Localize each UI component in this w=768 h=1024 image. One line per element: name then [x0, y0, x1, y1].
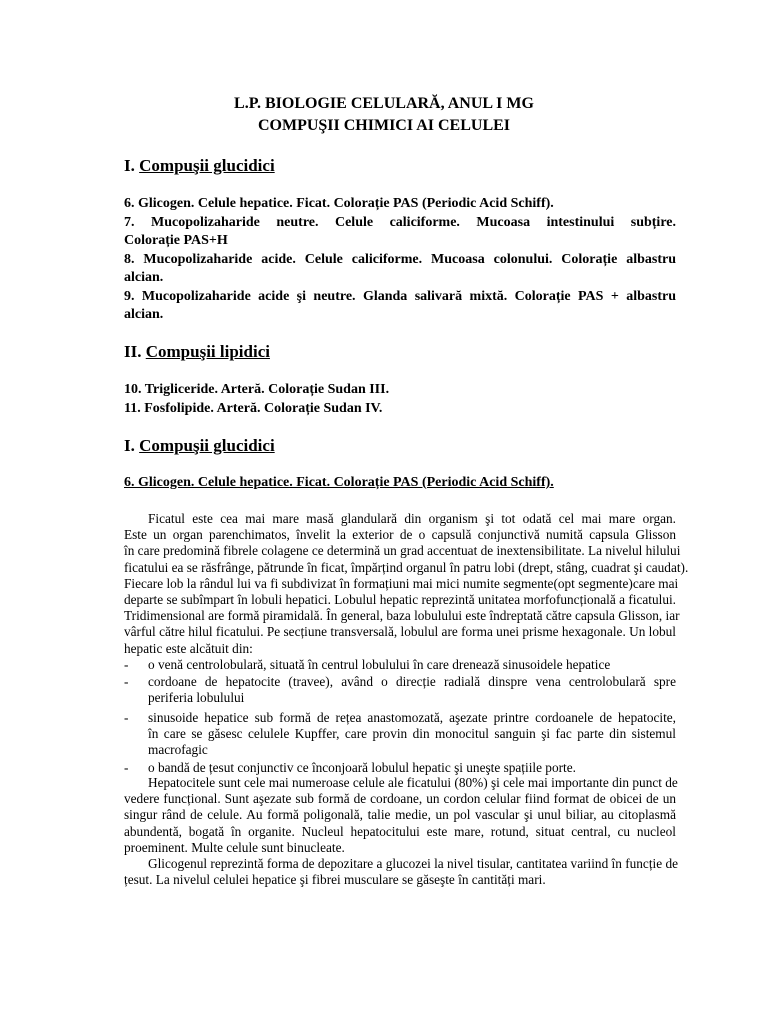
section-title: Compuşii lipidici [145, 342, 270, 361]
paragraph-ficat [124, 511, 689, 657]
bullet-item [148, 760, 676, 776]
bullet-line: o bandă de țesut conjunctiv ce înconjoară lobulul hepatic şi uneşte spațiile porte. [148, 760, 576, 775]
paragraph-line: Fiecare lob la rândul lui va fi subdivizat în formațiuni mai mici numite segmente(opt segmente)care mai [124, 575, 679, 591]
section-number: I. [124, 436, 140, 455]
paragraph-line: hepatic este alcătuit din: [124, 640, 253, 656]
paragraph-glicogen [124, 856, 676, 888]
bullet-line: în care se găsesc celulele Kupffer, care provin din monocitul sanguin şi fac parte din sistemul [148, 726, 676, 742]
paragraph-line: țesut. La nivelul celulei hepatice şi fibrei musculare se găseşte în cantități mari. [124, 872, 546, 888]
list-item: 8. Mucopolizaharide acide. Celule caliciforme. Mucoasa colonului. Colorație albastru [124, 252, 676, 267]
list-item: 9. Mucopolizaharide acide şi neutre. Glanda salivară mixtă. Colorație PAS + albastru [124, 289, 676, 304]
bullet-line: macrofagic [148, 742, 208, 758]
bullet-marker: - [124, 710, 129, 725]
bullet-marker: - [124, 760, 129, 775]
paragraph-line: vârful către hilul ficatului. Pe secțiune transversală, lobulul are forma unei prisme hexagonale. Un lobul [124, 624, 677, 640]
list-item-continuation: alcian. [124, 307, 164, 322]
bullet-line: o venă centrolobulară, situată în centrul lobulului în care drenează sinusoidele hepatice [148, 657, 611, 672]
bullet-item [148, 674, 676, 706]
bullet-item [148, 710, 676, 759]
paragraph-line: departe se subîmpart în lobuli hepatici. Lobulul hepatic reprezintă unitatea morfofuncțională a ficatului. [124, 591, 676, 607]
list-item: 7. Mucopolizaharide neutre. Celule caliciforme. Mucoasa intestinului subțire. [124, 215, 676, 230]
list-item-continuation: Colorație PAS+H [124, 233, 228, 248]
list-item-continuation: alcian. [124, 270, 164, 285]
list-item: 10. Trigliceride. Arteră. Colorație Sudan III. [124, 382, 390, 397]
document-title-line-2: COMPUŞII CHIMICI AI CELULEI [257, 117, 511, 134]
section-title: Compuşii glucidici [139, 156, 275, 175]
subheading-glicogen [124, 475, 554, 491]
section-title: Compuşii glucidici [139, 436, 275, 455]
paragraph-line: ficatului ea se răsfrânge, pătrunde în ficat, împărțind organul în patru lobi (drept, stâng, cuadrat şi caudat). [124, 559, 689, 575]
paragraph-line: Tridimensional are formă piramidală. În general, baza lobulului este îndreptată către capsula Glisson, iar [124, 608, 680, 624]
section-number: I. [124, 156, 140, 175]
paragraph-line: Ficatul este cea mai mare masă glandulară din organism şi tot odată cel mai mare organ. [148, 511, 676, 526]
paragraph-line: Este un organ parenchimatos, învelit la exterior de o capsulă conjunctivă numită capsula Glisson [124, 527, 676, 543]
paragraph-line: abundentă, bogată în organite. Nucleul hepatocitului este mare, rotund, situat central, cu nucleol [124, 823, 676, 839]
subheading-text: 6. Glicogen. Celule hepatice. Ficat. Colorație PAS (Periodic Acid Schiff). [124, 475, 554, 490]
list-item: 6. Glicogen. Celule hepatice. Ficat. Colorație PAS (Periodic Acid Schiff). [124, 196, 554, 211]
section-heading-glucidici [124, 156, 275, 176]
list-item: 11. Fosfolipide. Arteră. Colorație Sudan IV. [124, 401, 383, 416]
bullet-marker: - [124, 657, 129, 672]
paragraph-line: singur rând de celule. Au formă poligonală, talie medie, un pol vascular şi unul biliar, au citoplasmă [124, 807, 676, 823]
bullet-line: sinusoide hepatice sub formă de rețea anastomozată, aşezate printre cordoanele de hepatocite, [148, 710, 676, 725]
paragraph-line: Glicogenul reprezintă forma de depozitare a glucozei la nivel tisular, cantitatea variind în funcție de [148, 856, 678, 871]
paragraph-line: Hepatocitele sunt cele mai numeroase celule ale ficatului (80%) şi cele mai importante din punct de [148, 775, 678, 790]
paragraph-line: în care predomină fibrele colagene ce determină un grad accentuat de inextensibilitate. La nivelul hilului [124, 543, 681, 559]
section-number: II. [124, 342, 146, 361]
document-title-line-1: L.P. BIOLOGIE CELULARĂ, ANUL I MG [234, 95, 534, 112]
paragraph-line: proeminent. Multe celule sunt binucleate. [124, 839, 345, 855]
bullet-line: cordoane de hepatocite (travee), având o direcție radială dinspre vena centrolobulară spre [148, 674, 676, 689]
section-heading-glucidici-detail [124, 436, 275, 456]
paragraph-hepatocite [124, 775, 676, 856]
section-heading-lipidici [124, 342, 270, 362]
bullet-item [148, 657, 676, 673]
bullet-marker: - [124, 674, 129, 689]
paragraph-line: vedere funcțional. Sunt aşezate sub formă de cordoane, un cordon celular fiind format de obicei de un [124, 791, 676, 807]
bullet-line: periferia lobulului [148, 690, 245, 706]
